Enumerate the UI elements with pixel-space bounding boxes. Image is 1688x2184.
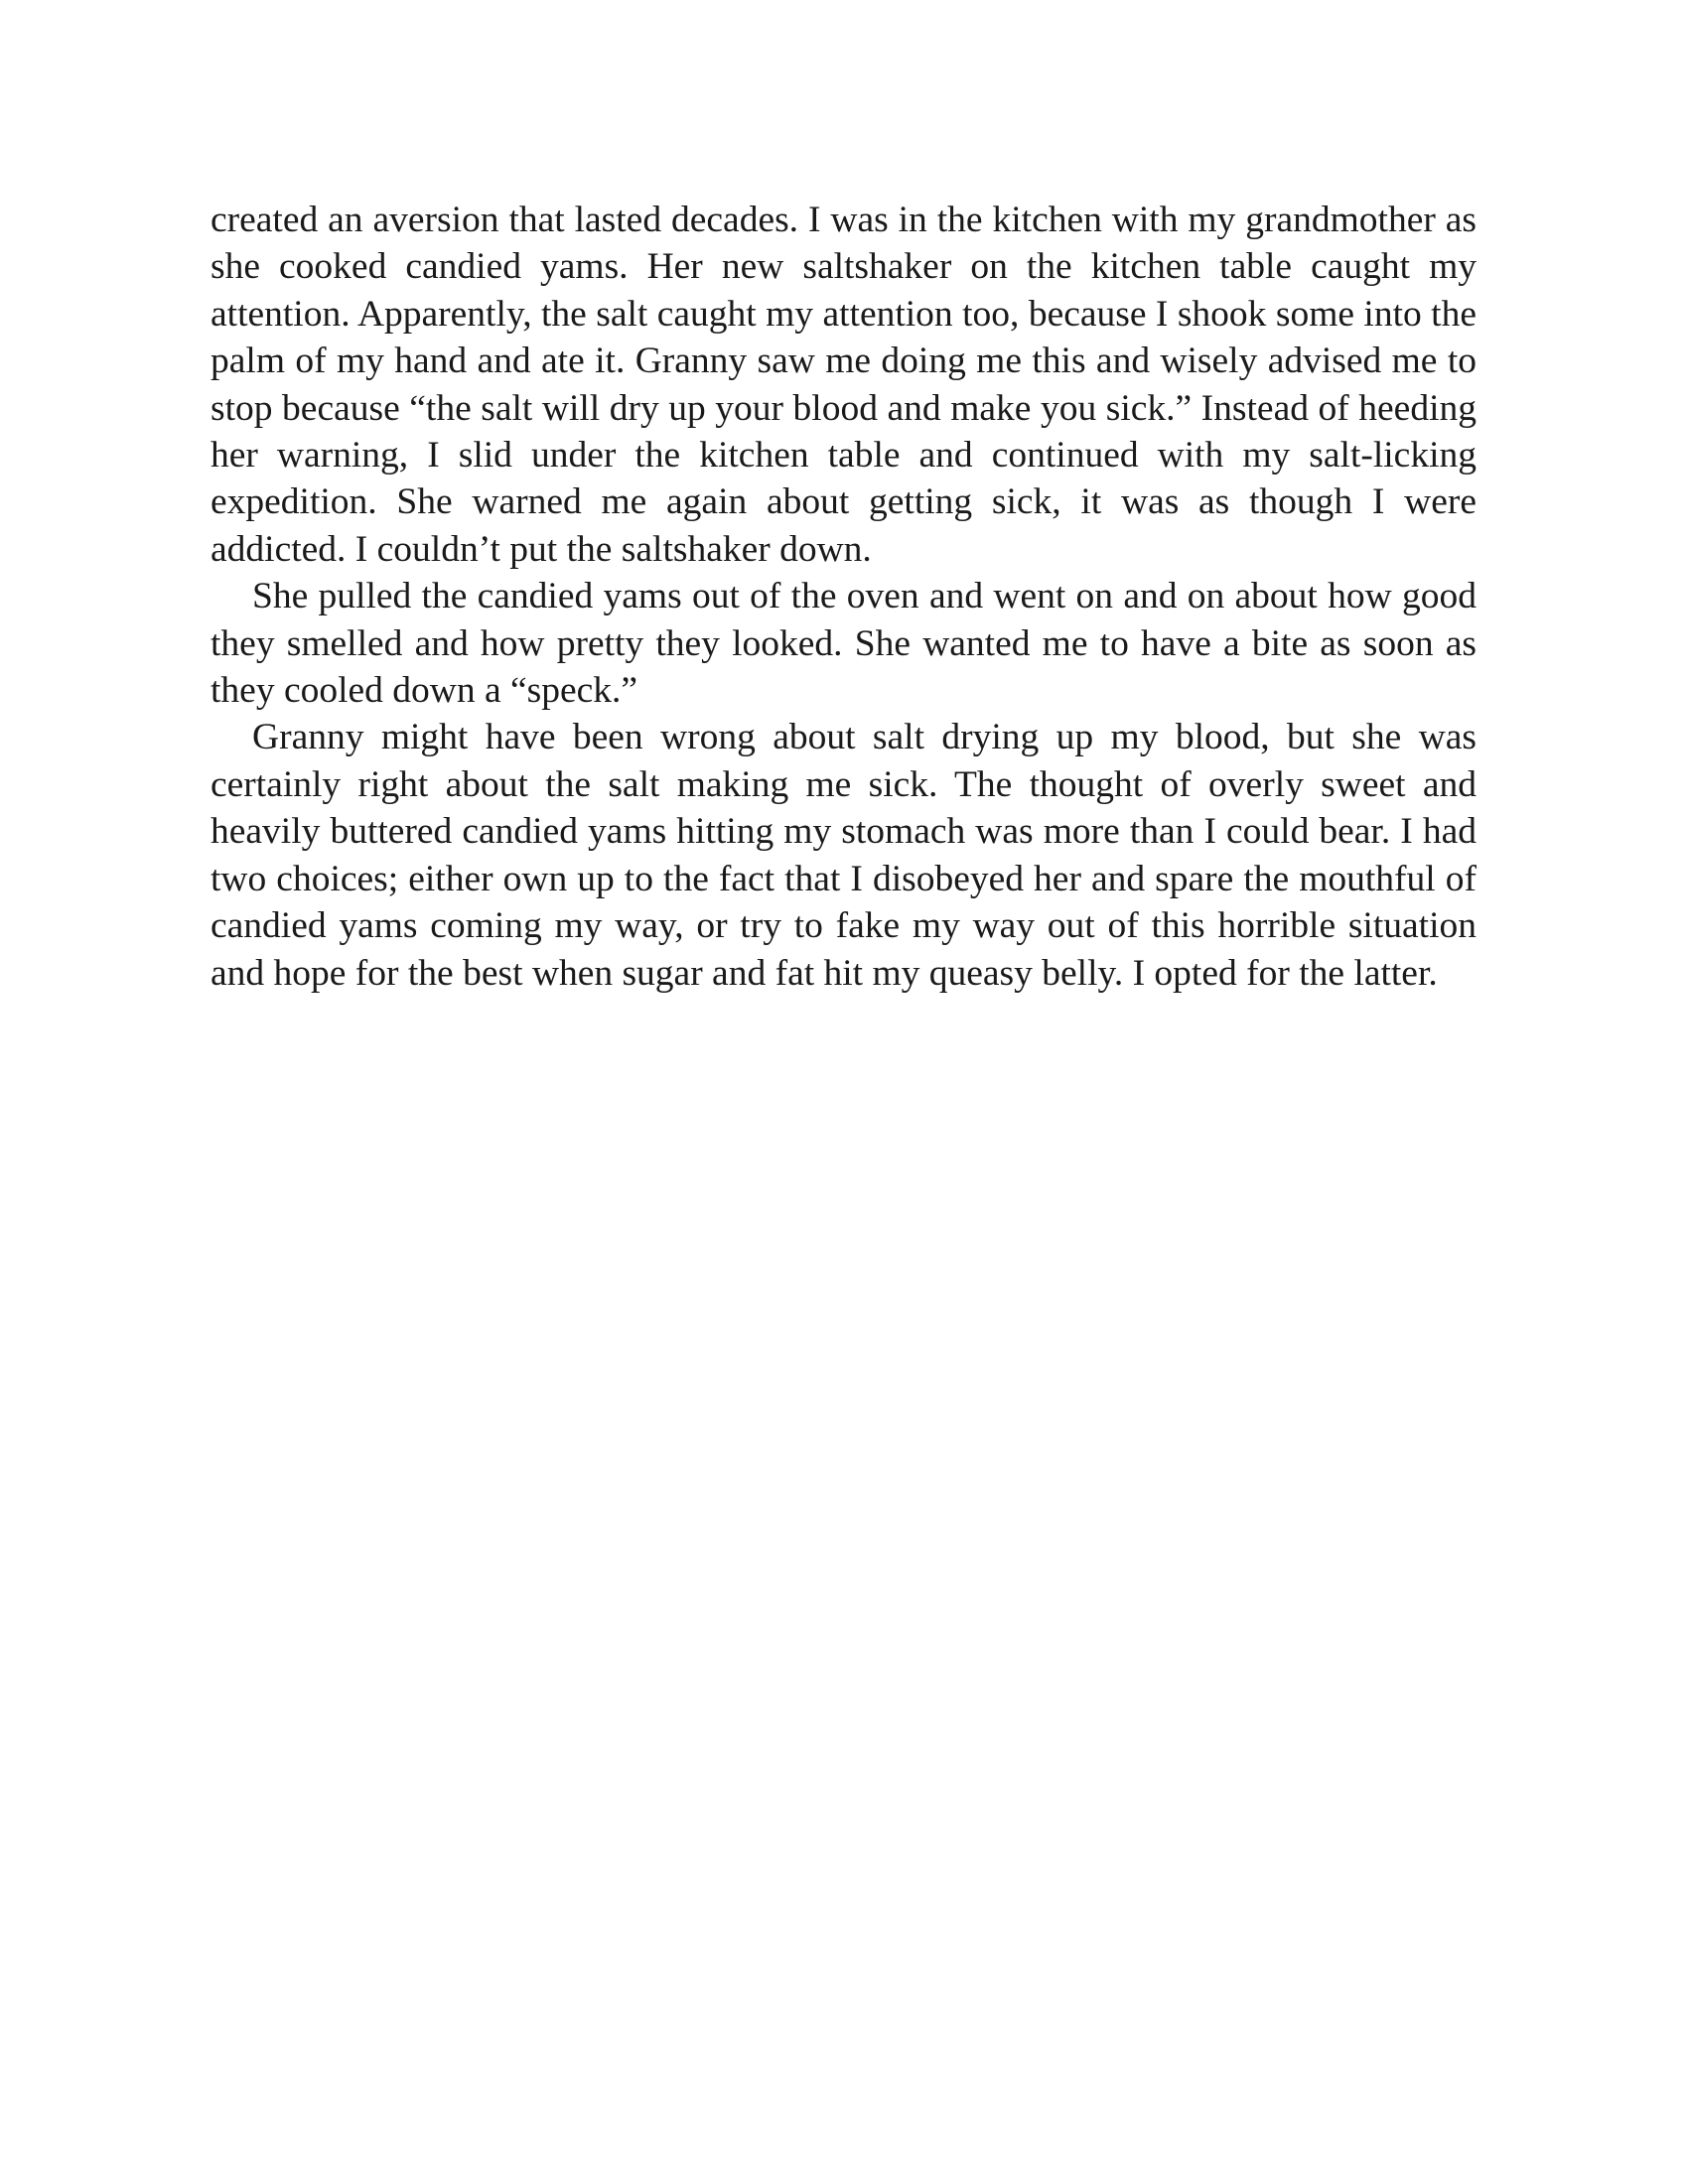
paragraph-2: She pulled the candied yams out of the oven and went on and on about how good they smelled and how pretty they looked. She wanted me to have a bite as soon as they cooled down a “speck.” [211, 576, 1477, 712]
body-text [211, 197, 1477, 997]
paragraph-1: created an aversion that lasted decades. I was in the kitchen with my grandmother as she cooked candied yams. Her new saltshaker on the kitchen table caught my attention. Apparently, the salt caught my attention too, because I shook some into the palm of my hand and ate it. Granny saw me doing me this and wisely advised me to stop because “the salt will dry up your blood and make you sick.” Instead of heeding her warning, I slid under the kitchen table and continued with my salt-licking expedition. She warned me again about getting sick, it was as though I were addicted. I couldn’t put the saltshaker down. [211, 200, 1477, 570]
paragraph-3: Granny might have been wrong about salt drying up my blood, but she was certainly right about the salt making me sick. The thought of overly sweet and heavily buttered candied yams hitting my stomach was more than I could bear. I had two choices; either own up to the fact that I disobeyed her and spare the mouthful of candied yams coming my way, or try to fake my way out of this horrible situation and hope for the best when sugar and fat hit my queasy belly. I opted for the latter. [211, 717, 1477, 994]
